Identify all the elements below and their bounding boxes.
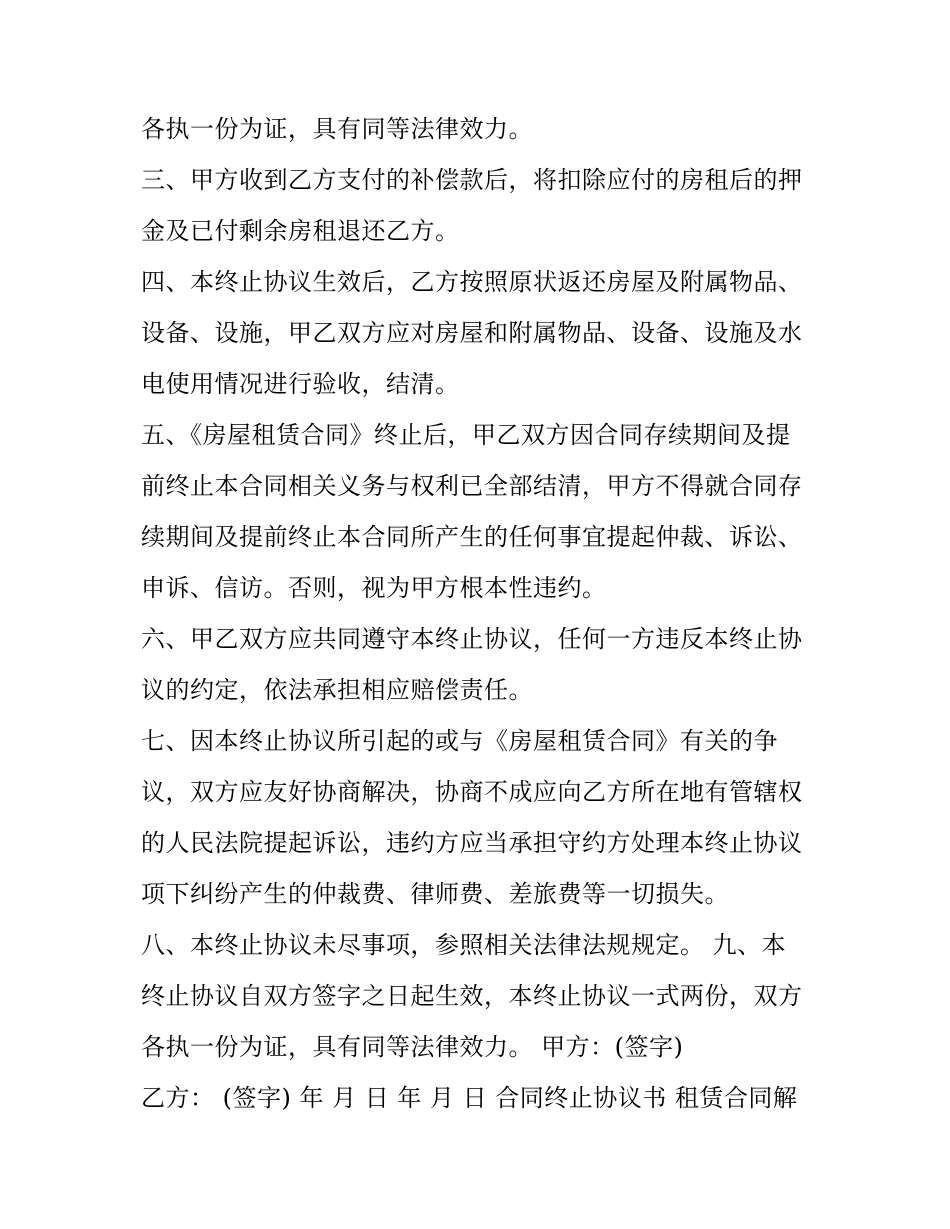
text-line: 金及已付剩余房租退还乙方。 [141,217,460,245]
text-line: 八、本终止协议未尽事项，参照相关法律法规规定。 九、本 [141,931,787,959]
text-line: 七、因本终止协议所引起的或与《房屋租赁合同》有关的争 [141,727,778,755]
text-line: 议的约定，依法承担相应赔偿责任。 [141,676,533,704]
text-line: 乙方： (签字) 年 月 日 年 月 日 合同终止协议书 租赁合同解 [141,1084,798,1112]
text-line: 三、甲方收到乙方支付的补偿款后，将扣除应付的房租后的押 [141,166,803,194]
document-body [141,104,821,1124]
text-line: 续期间及提前终止本合同所产生的任何事宜提起仲裁、诉讼、 [141,523,803,551]
text-line: 前终止本合同相关义务与权利已全部结清，甲方不得就合同存 [141,472,803,500]
text-line: 各执一份为证，具有同等法律效力。 [141,115,533,143]
text-line: 项下纠纷产生的仲裁费、律师费、差旅费等一切损失。 [141,880,729,908]
text-line: 终止协议自双方签字之日起生效，本终止协议一式两份，双方 [141,982,803,1010]
text-line: 申诉、信访。否则，视为甲方根本性违约。 [141,574,607,602]
text-line: 的人民法院提起诉讼，违约方应当承担守约方处理本终止协议 [141,829,803,857]
text-line: 四、本终止协议生效后，乙方按照原状返还房屋及附属物品、 [141,268,803,296]
text-line: 电使用情况进行验收，结清。 [141,370,460,398]
text-line: 设备、设施，甲乙双方应对房屋和附属物品、设备、设施及水 [141,319,803,347]
text-line: 各执一份为证，具有同等法律效力。 甲方：(签字) [141,1033,684,1061]
text-line: 六、甲乙双方应共同遵守本终止协议，任何一方违反本终止协 [141,625,803,653]
text-line: 五、《房屋租赁合同》终止后，甲乙双方因合同存续期间及提 [141,421,791,449]
text-line: 议，双方应友好协商解决，协商不成应向乙方所在地有管辖权 [141,778,803,806]
